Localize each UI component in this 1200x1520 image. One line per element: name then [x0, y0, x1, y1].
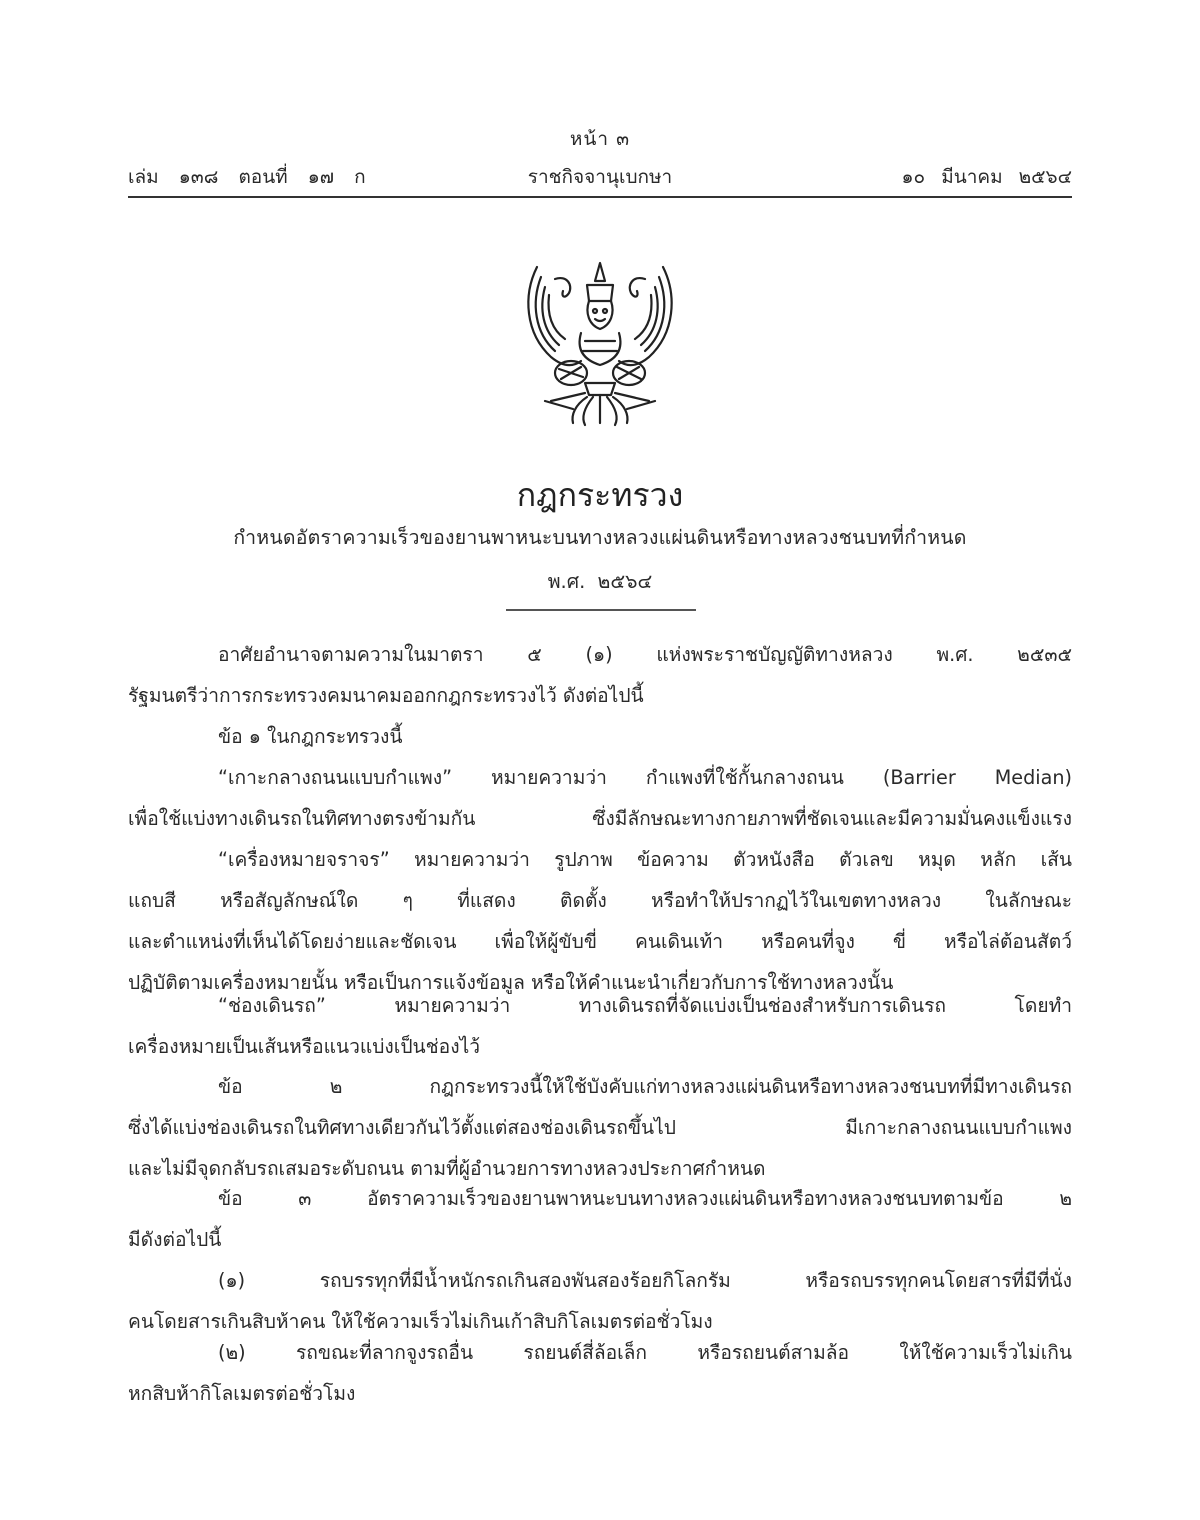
gazette-name: ราชกิจจานุเบกษา: [527, 166, 673, 188]
volume-issue: เล่ม ๑๓๘ ตอนที่ ๑๗ ก: [128, 166, 366, 188]
body-line: ซึ่งได้แบ่งช่องเดินรถในทิศทางเดียวกันไว้ตั้งแต่สองช่องเดินรถขึ้นไป มีเกาะกลางถนนแบบกำแพง: [128, 1116, 1072, 1139]
document-year: พ.ศ. ๒๕๖๔: [547, 570, 653, 593]
body-line: ข้อ ๒ กฎกระทรวงนี้ให้ใช้บังคับแก่ทางหลวงแผ่นดินหรือทางหลวงชนบทที่มีทางเดินรถ: [218, 1075, 1072, 1098]
body-line: ข้อ ๑ ในกฎกระทรวงนี้: [218, 725, 403, 748]
clause-3-item-1: [128, 1260, 1072, 1342]
body-line: คนโดยสารเกินสิบห้าคน ให้ใช้ความเร็วไม่เกินเก้าสิบกิโลเมตรต่อชั่วโมง: [128, 1310, 713, 1333]
title-divider: [506, 609, 696, 611]
clause-1-heading: [128, 716, 1072, 757]
body-line: ข้อ ๓ อัตราความเร็วของยานพาหนะบนทางหลวงแผ่นดินหรือทางหลวงชนบทตามข้อ ๒: [218, 1187, 1072, 1210]
body-line: รัฐมนตรีว่าการกระทรวงคมนาคมออกกฎกระทรวงไว้ ดังต่อไปนี้: [128, 684, 644, 707]
document-subtitle: กำหนดอัตราความเร็วของยานพาหนะบนทางหลวงแผ่นดินหรือทางหลวงชนบทที่กำหนด: [233, 526, 967, 549]
body-line: และไม่มีจุดกลับรถเสมอระดับถนน ตามที่ผู้อำนวยการทางหลวงประกาศกำหนด: [128, 1157, 766, 1180]
definition-traffic-lane: [128, 985, 1072, 1067]
body-line: อาศัยอำนาจตามความในมาตรา ๕ (๑) แห่งพระราชบัญญัติทางหลวง พ.ศ. ๒๕๓๕: [218, 643, 1072, 666]
garuda-emblem-icon: [515, 255, 685, 430]
body-line: มีดังต่อไปนี้: [128, 1228, 222, 1251]
document-title: กฎกระทรวง: [516, 476, 684, 514]
definition-barrier-median: [128, 757, 1072, 839]
definition-traffic-sign: [128, 839, 1072, 1003]
body-line: (๑) รถบรรทุกที่มีน้ำหนักรถเกินสองพันสองร้อยกิโลกรัม หรือรถบรรทุกคนโดยสารที่มีที่นั่ง: [218, 1269, 1072, 1292]
clause-3: [128, 1178, 1072, 1260]
publication-date: ๑๐ มีนาคม ๒๕๖๔: [901, 166, 1072, 188]
clause-2: [128, 1066, 1072, 1189]
body-line: เพื่อใช้แบ่งทางเดินรถในทิศทางตรงข้ามกัน ซึ่งมีลักษณะทางกายภาพที่ชัดเจนและมีความมั่นคงแข็งแรง: [128, 807, 1072, 830]
body-line: (๒) รถขณะที่ลากจูงรถอื่น รถยนต์สี่ล้อเล็ก หรือรถยนต์สามล้อ ให้ใช้ความเร็วไม่เกิน: [218, 1341, 1072, 1364]
body-line: เครื่องหมายเป็นเส้นหรือแนวแบ่งเป็นช่องไว้: [128, 1035, 480, 1058]
body-line: แถบสี หรือสัญลักษณ์ใด ๆ ที่แสดง ติดตั้ง หรือทำให้ปรากฏไว้ในเขตทางหลวง ในลักษณะ: [128, 889, 1072, 912]
body-line: ปฏิบัติตามเครื่องหมายนั้น หรือเป็นการแจ้งข้อมูล หรือให้คำแนะนำเกี่ยวกับการใช้ทางหลวงนั้น: [128, 971, 894, 994]
preamble-paragraph: [128, 634, 1072, 716]
gazette-header: [128, 162, 1072, 192]
page-number: หน้า ๓: [569, 128, 631, 150]
body-line: และตำแหน่งที่เห็นได้โดยง่ายและชัดเจน เพื่อให้ผู้ขับขี่ คนเดินเท้า หรือคนที่จูง ขี่ หรือไล่ต้อนสัตว์: [128, 930, 1072, 953]
body-line: หกสิบห้ากิโลเมตรต่อชั่วโมง: [128, 1382, 356, 1405]
clause-3-item-2: [128, 1332, 1072, 1414]
body-line: “เกาะกลางถนนแบบกำแพง” หมายความว่า กำแพงที่ใช้กั้นกลางถนน (Barrier Median): [218, 766, 1072, 789]
header-divider: [128, 196, 1072, 198]
body-line: “ช่องเดินรถ” หมายความว่า ทางเดินรถที่จัดแบ่งเป็นช่องสำหรับการเดินรถ โดยทำ: [218, 994, 1072, 1017]
body-line: “เครื่องหมายจราจร” หมายความว่า รูปภาพ ข้อความ ตัวหนังสือ ตัวเลข หมุด หลัก เส้น: [218, 848, 1072, 871]
